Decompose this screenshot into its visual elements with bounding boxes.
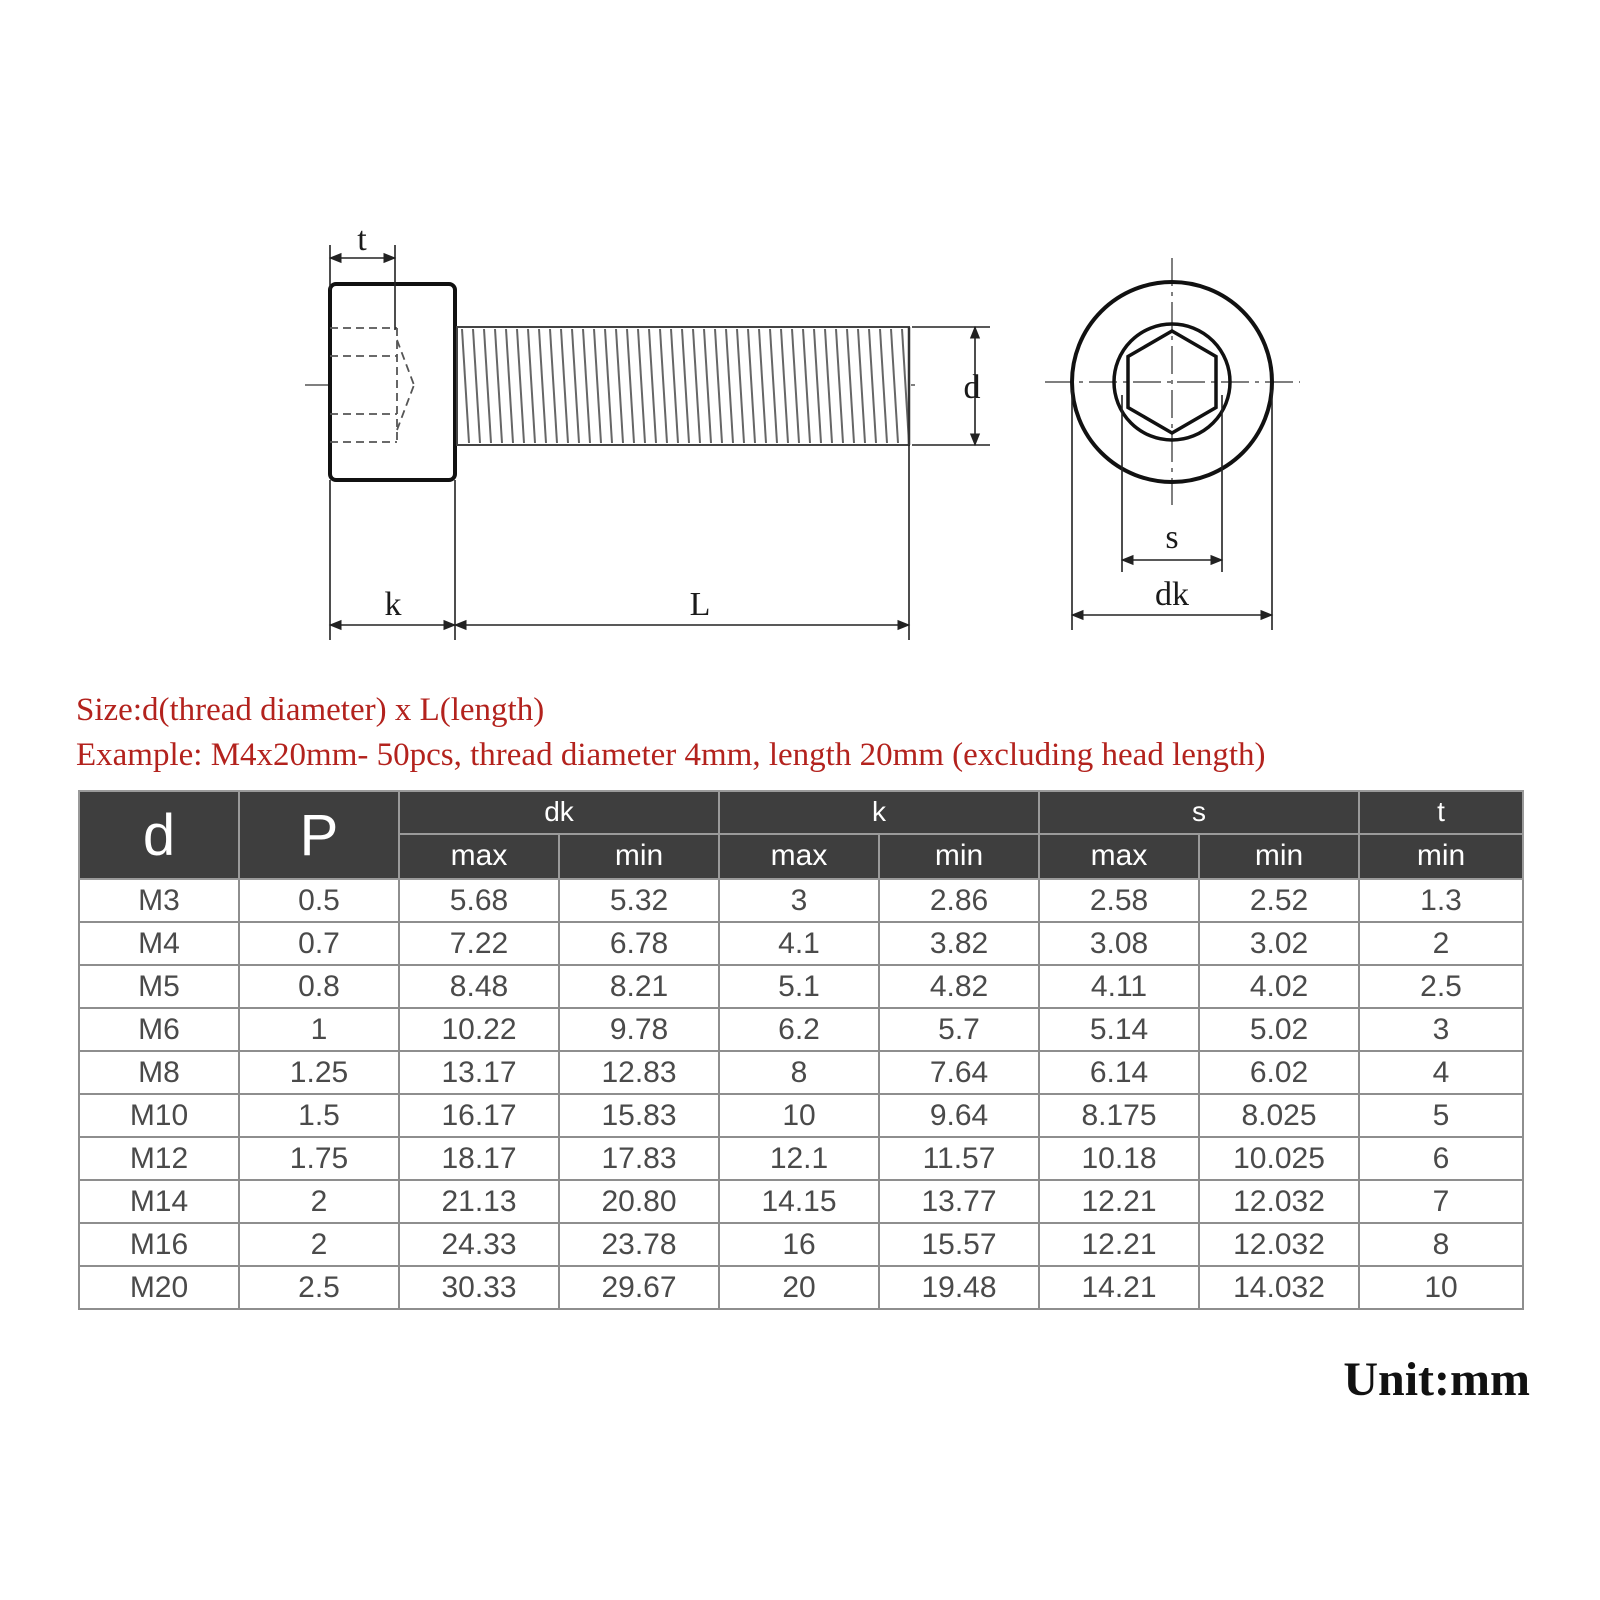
table-cell: M10 [79,1094,239,1137]
table-row [79,922,1523,965]
spec-table [78,790,1524,1310]
table-cell: 12.21 [1039,1180,1199,1223]
screw-technical-drawing [0,0,1600,700]
table-cell: M6 [79,1008,239,1051]
table-cell: 8.48 [399,965,559,1008]
table-cell: 2 [239,1180,399,1223]
table-cell: 29.67 [559,1266,719,1309]
table-cell: 2.5 [1359,965,1523,1008]
table-cell: 10 [719,1094,879,1137]
size-note: Size:d(thread diameter) x L(length) [76,692,545,728]
table-cell: 3 [1359,1008,1523,1051]
table-cell: 6.02 [1199,1051,1359,1094]
table-cell: 7.22 [399,922,559,965]
table-cell: 1.75 [239,1137,399,1180]
table-cell: 20 [719,1266,879,1309]
table-cell: 5.7 [879,1008,1039,1051]
table-cell: 4.11 [1039,965,1199,1008]
table-cell: 1.5 [239,1094,399,1137]
table-cell: M5 [79,965,239,1008]
header-s: s [1039,791,1359,834]
table-cell: 19.48 [879,1266,1039,1309]
table-cell: 16 [719,1223,879,1266]
table-cell: 14.21 [1039,1266,1199,1309]
table-cell: 6.2 [719,1008,879,1051]
table-cell: 5.32 [559,879,719,922]
table-cell: 10.22 [399,1008,559,1051]
table-row [79,965,1523,1008]
table-cell: 9.64 [879,1094,1039,1137]
table-cell: 2 [239,1223,399,1266]
table-cell: 9.78 [559,1008,719,1051]
table-cell: 0.5 [239,879,399,922]
table-cell: 17.83 [559,1137,719,1180]
table-cell: M20 [79,1266,239,1309]
table-row [79,879,1523,922]
table-cell: 14.032 [1199,1266,1359,1309]
screw-head [330,284,455,480]
table-cell: 4 [1359,1051,1523,1094]
table-cell: 13.77 [879,1180,1039,1223]
table-cell: 18.17 [399,1137,559,1180]
table-cell: 11.57 [879,1137,1039,1180]
table-cell: 3.02 [1199,922,1359,965]
s-label: s [1165,519,1179,556]
table-cell: M16 [79,1223,239,1266]
table-cell: 4.02 [1199,965,1359,1008]
table-cell: 6 [1359,1137,1523,1180]
d-label: d [963,369,981,406]
header-p: P [239,791,399,879]
table-cell: M12 [79,1137,239,1180]
table-cell: 30.33 [399,1266,559,1309]
table-row [79,1266,1523,1309]
table-row [79,1223,1523,1266]
dk-label: dk [1155,576,1189,613]
table-cell: 16.17 [399,1094,559,1137]
table-row [79,1094,1523,1137]
table-cell: 23.78 [559,1223,719,1266]
table-cell: 14.15 [719,1180,879,1223]
table-cell: 15.57 [879,1223,1039,1266]
table-row [79,1051,1523,1094]
subheader-dk-min: min [559,834,719,879]
table-cell: 21.13 [399,1180,559,1223]
table-cell: 20.80 [559,1180,719,1223]
table-cell: 12.032 [1199,1223,1359,1266]
table-cell: 8.025 [1199,1094,1359,1137]
table-cell: 13.17 [399,1051,559,1094]
table-cell: 6.78 [559,922,719,965]
table-cell: M4 [79,922,239,965]
table-cell: 3 [719,879,879,922]
table-cell: 7 [1359,1180,1523,1223]
table-cell: 1.3 [1359,879,1523,922]
table-cell: 1.25 [239,1051,399,1094]
table-cell: 8.175 [1039,1094,1199,1137]
t-label: t [357,221,367,258]
side-view [305,221,990,640]
table-cell: 4.1 [719,922,879,965]
table-cell: 3.08 [1039,922,1199,965]
table-header-row [79,791,1523,834]
table-cell: 12.83 [559,1051,719,1094]
table-row [79,1008,1523,1051]
table-cell: 8.21 [559,965,719,1008]
subheader-s-min: min [1199,834,1359,879]
table-cell: M8 [79,1051,239,1094]
table-cell: 4.82 [879,965,1039,1008]
header-t: t [1359,791,1523,834]
subheader-t-min: min [1359,834,1523,879]
table-cell: 2.58 [1039,879,1199,922]
table-cell: 2.86 [879,879,1039,922]
table-cell: 2 [1359,922,1523,965]
header-k: k [719,791,1039,834]
L-label: L [689,586,711,623]
table-cell: 8 [1359,1223,1523,1266]
table-cell: 12.032 [1199,1180,1359,1223]
table-cell: 0.7 [239,922,399,965]
table-cell: M14 [79,1180,239,1223]
subheader-k-min: min [879,834,1039,879]
table-cell: 2.52 [1199,879,1359,922]
table-cell: 3.82 [879,922,1039,965]
table-cell: 1 [239,1008,399,1051]
table-body [79,879,1523,1309]
table-cell: 12.1 [719,1137,879,1180]
table-cell: 5.02 [1199,1008,1359,1051]
table-cell: 10.025 [1199,1137,1359,1180]
table-cell: 5.68 [399,879,559,922]
table-cell: 15.83 [559,1094,719,1137]
example-note: Example: M4x20mm- 50pcs, thread diameter 4mm, length 20mm (excluding head length) [76,737,1266,773]
table-cell: 0.8 [239,965,399,1008]
subheader-s-max: max [1039,834,1199,879]
table-cell: 10.18 [1039,1137,1199,1180]
unit-label: Unit:mm [1343,1353,1530,1406]
header-dk: dk [399,791,719,834]
end-view [1045,258,1300,630]
table-row [79,1137,1523,1180]
table-cell: 5.14 [1039,1008,1199,1051]
header-d: d [79,791,239,879]
table-cell: 12.21 [1039,1223,1199,1266]
table-cell: 5.1 [719,965,879,1008]
table-cell: 6.14 [1039,1051,1199,1094]
table-cell: 5 [1359,1094,1523,1137]
table-cell: 10 [1359,1266,1523,1309]
table-cell: 7.64 [879,1051,1039,1094]
table-row [79,1180,1523,1223]
subheader-dk-max: max [399,834,559,879]
table-cell: M3 [79,879,239,922]
k-label: k [384,586,402,623]
subheader-k-max: max [719,834,879,879]
table-cell: 24.33 [399,1223,559,1266]
table-cell: 8 [719,1051,879,1094]
table-cell: 2.5 [239,1266,399,1309]
